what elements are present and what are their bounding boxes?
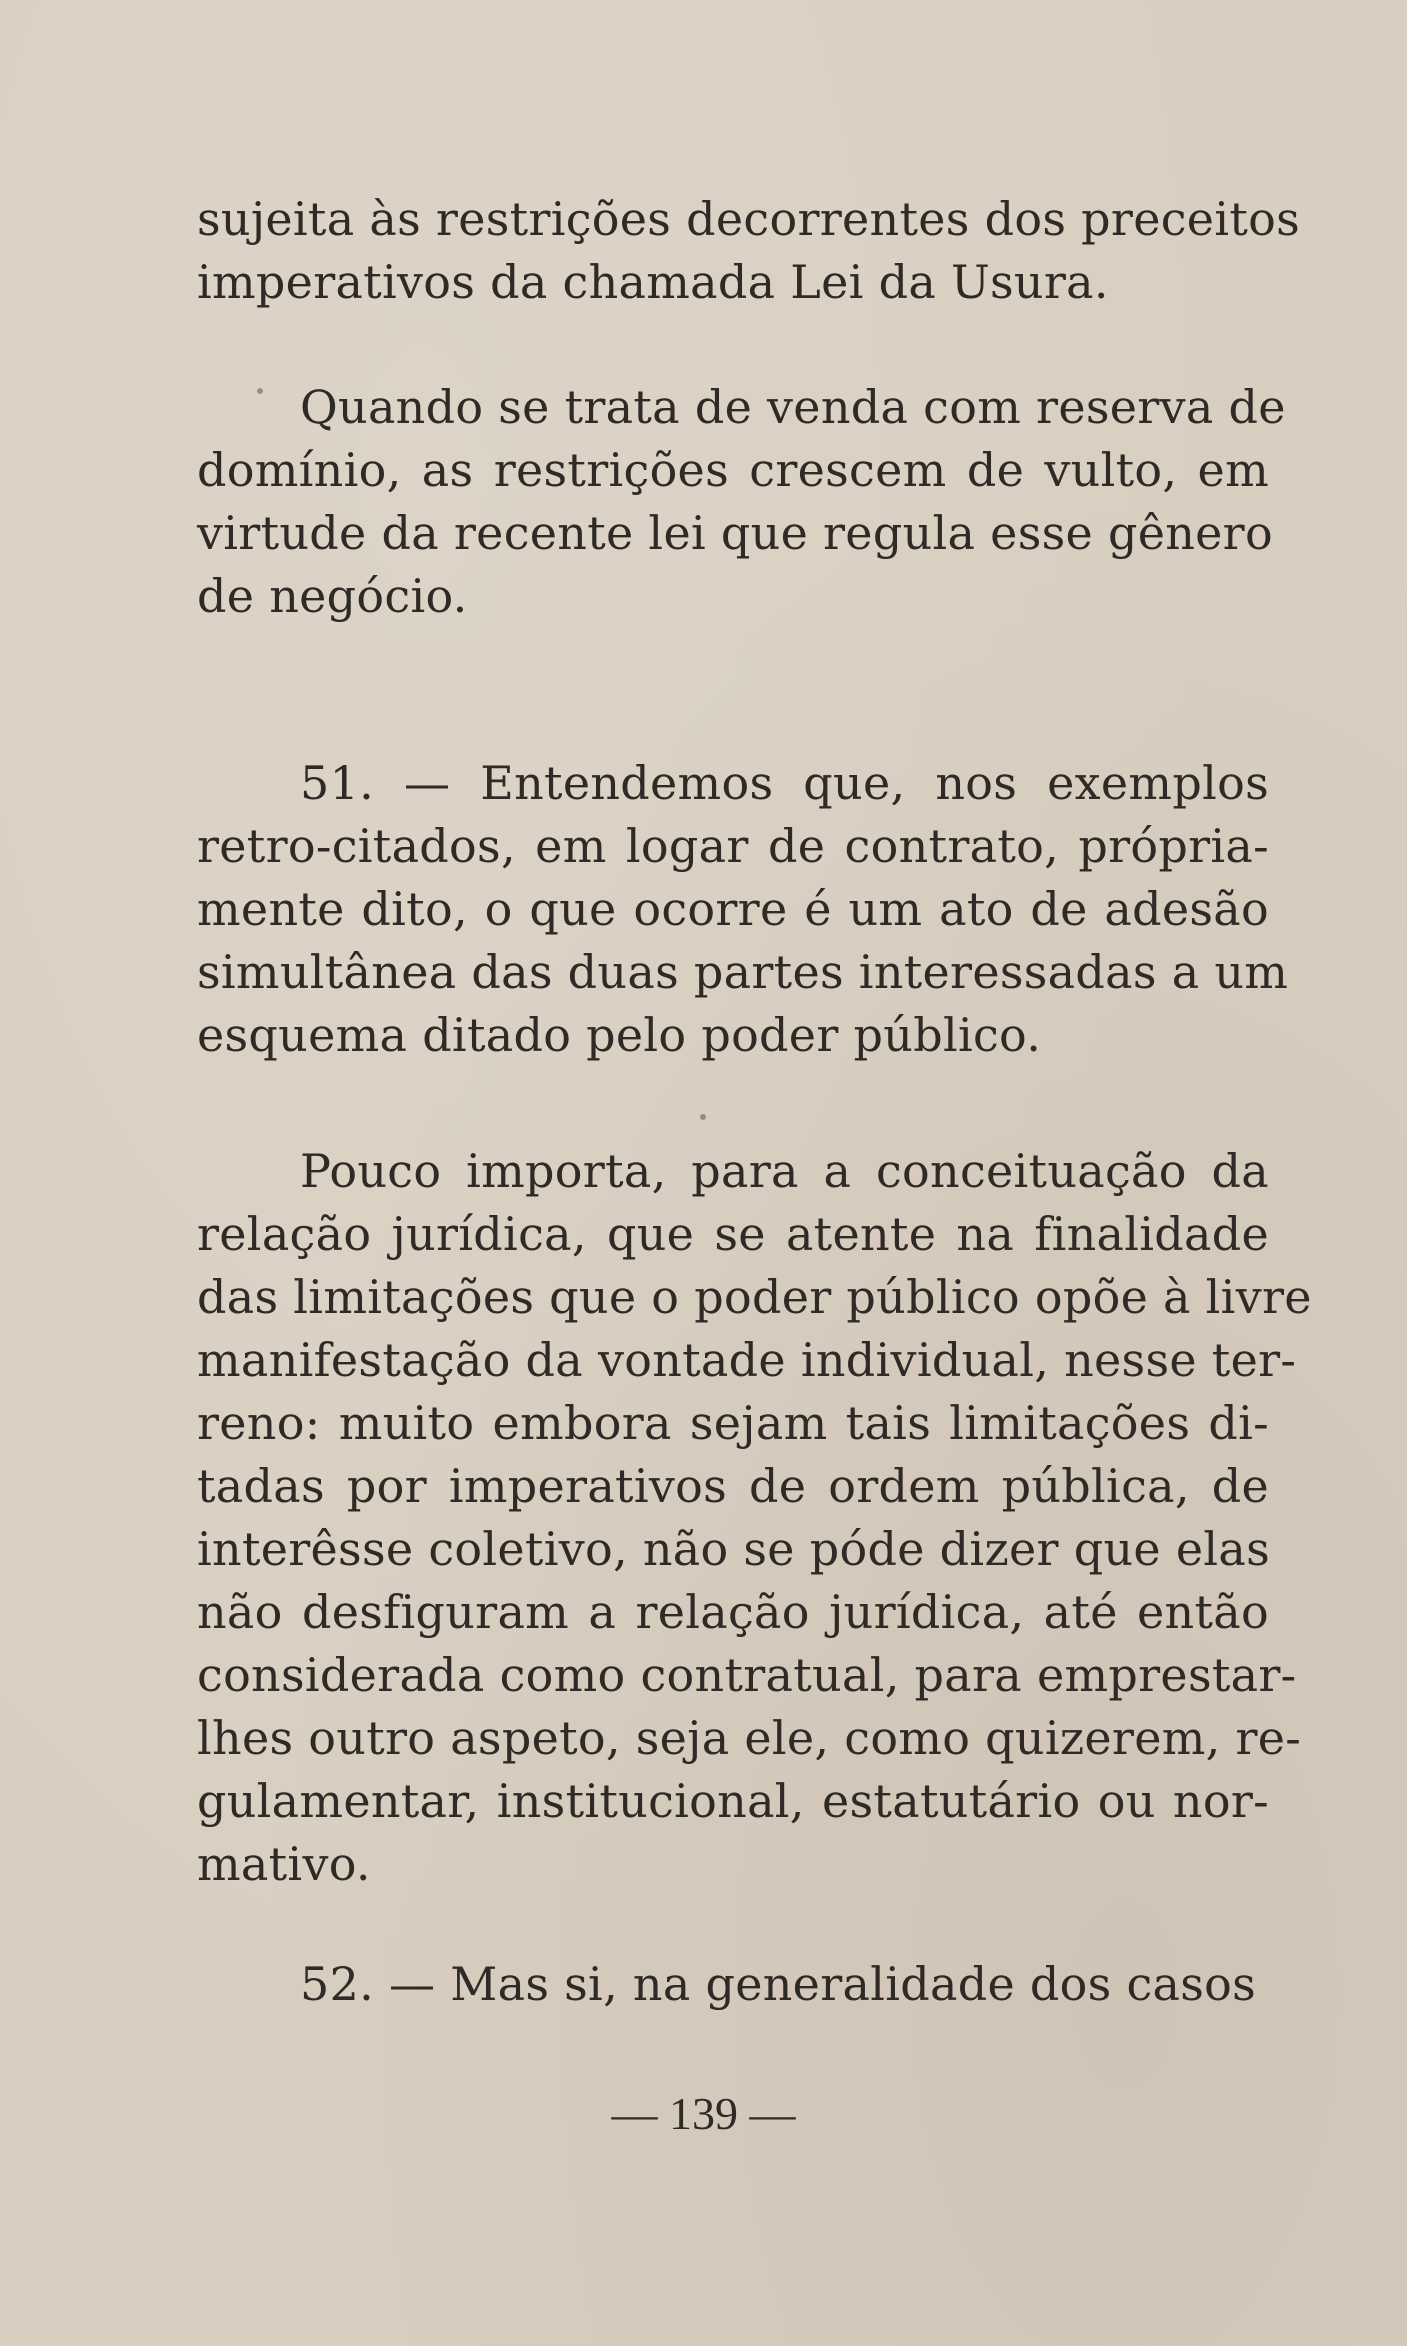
text-line: virtude da recente lei que regula esse gênero <box>197 506 1273 560</box>
text-line: Quando se trata de venda com reserva de <box>300 380 1286 434</box>
paragraph-1 <box>197 188 1301 314</box>
text-line: imperativos da chamada Lei da Usura. <box>197 255 1109 309</box>
text-line: relação jurídica, que se atente na finalidade <box>197 1207 1269 1261</box>
text-line: esquema ditado pelo poder público. <box>197 1008 1042 1062</box>
paper-speck <box>700 1114 706 1120</box>
text-line: interêsse coletivo, não se póde dizer que elas <box>197 1522 1270 1576</box>
text-line: de negócio. <box>197 569 468 623</box>
text-line: considerada como contratual, para emprestar- <box>197 1648 1297 1702</box>
text-line: domínio, as restrições crescem de vulto, em <box>197 443 1269 497</box>
text-line: mativo. <box>197 1837 371 1891</box>
text-line: sujeita às restrições decorrentes dos preceitos <box>197 192 1301 246</box>
text-line: mente dito, o que ocorre é um ato de adesão <box>197 882 1269 936</box>
text-line: simultânea das duas partes interessadas a um <box>197 945 1289 999</box>
text-line: reno: muito embora sejam tais limitações di- <box>197 1396 1269 1450</box>
text-line: gulamentar, institucional, estatutário ou nor- <box>197 1774 1269 1828</box>
section-heading-line: 52. — Mas si, na generalidade dos casos <box>300 1957 1257 2011</box>
section-heading-line: 51. — Entendemos que, nos exemplos <box>300 756 1269 810</box>
paper-speck <box>257 388 263 394</box>
page-number: — 139 — <box>611 2088 796 2139</box>
paragraph-2 <box>197 376 1286 628</box>
text-line: tadas por imperativos de ordem pública, de <box>197 1459 1269 1513</box>
text-line: Pouco importa, para a conceituação da <box>300 1144 1269 1198</box>
paragraph-51 <box>197 752 1289 1067</box>
text-line: não desfiguram a relação jurídica, até então <box>197 1585 1269 1639</box>
text-line: manifestação da vontade individual, nesse ter- <box>197 1333 1297 1387</box>
paragraph-52 <box>197 1953 1269 2016</box>
text-line: lhes outro aspeto, seja ele, como quizerem, re- <box>197 1711 1302 1765</box>
paragraph-4 <box>197 1140 1312 1896</box>
text-line: retro-citados, em logar de contrato, própria- <box>197 819 1269 873</box>
text-line: das limitações que o poder público opõe à livre <box>197 1270 1312 1324</box>
